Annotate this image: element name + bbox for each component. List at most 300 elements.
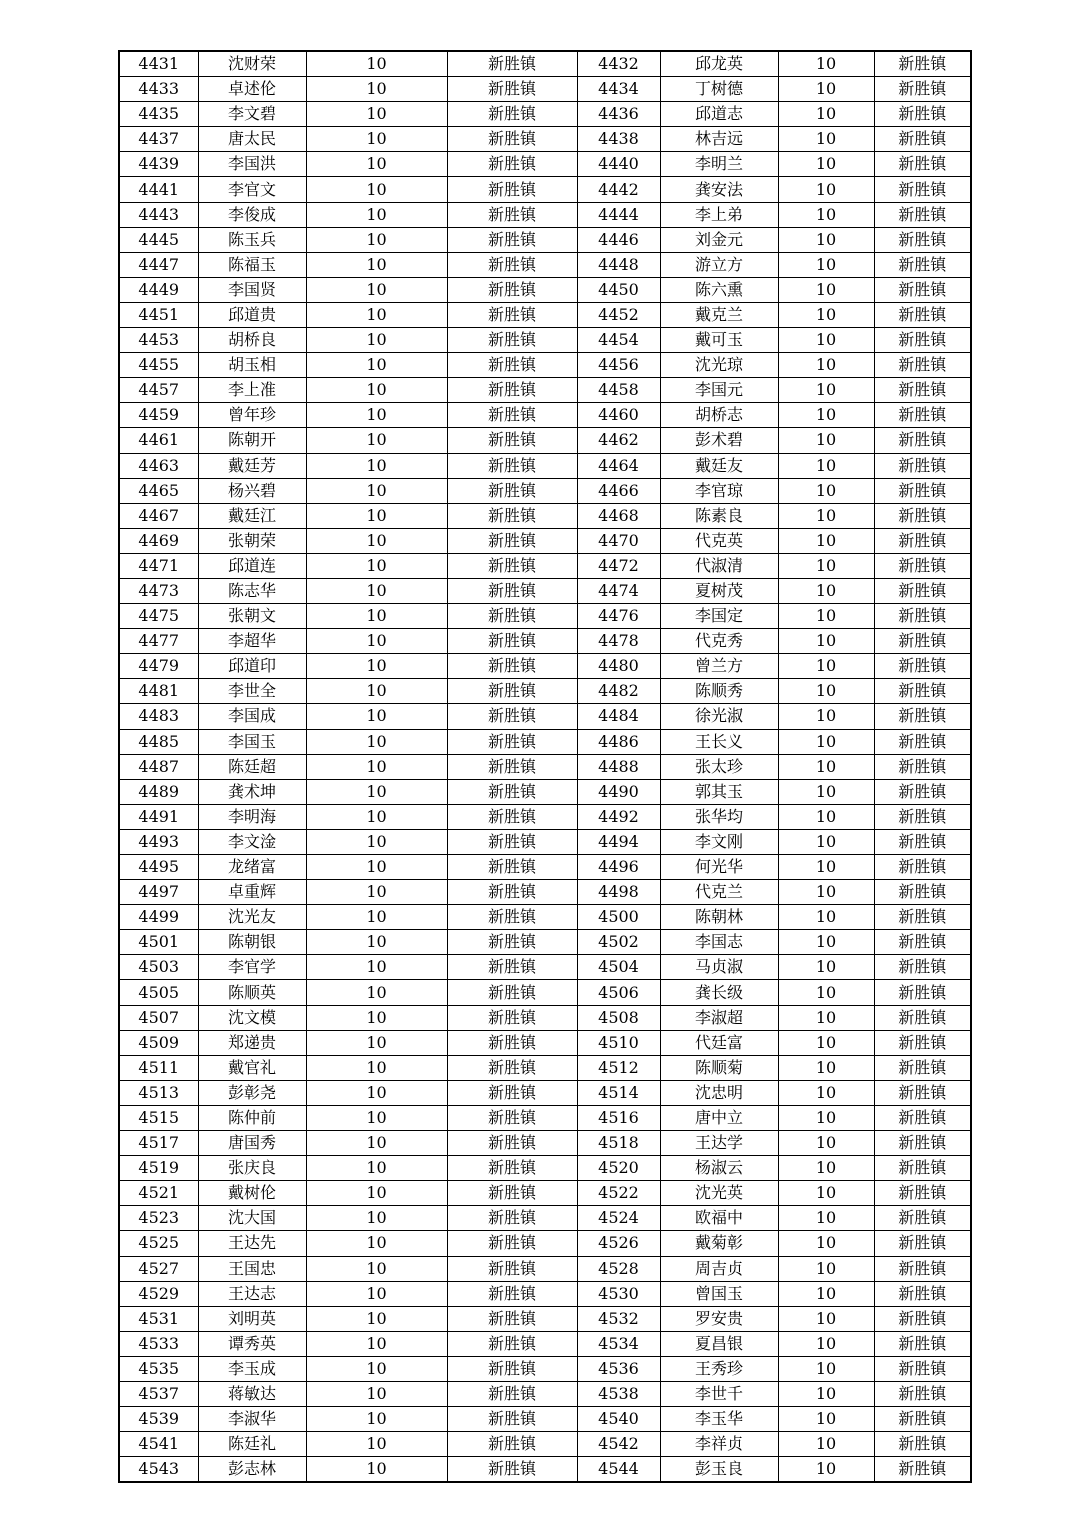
person-name-cell: 王秀珍: [660, 1356, 778, 1381]
record-number-cell: 4476: [577, 604, 660, 629]
amount-cell: 10: [778, 202, 874, 227]
person-name-cell: 陈素良: [660, 503, 778, 528]
table-row: [119, 1005, 971, 1030]
town-cell: 新胜镇: [874, 378, 971, 403]
table-row: [119, 905, 971, 930]
amount-cell: 10: [306, 1306, 447, 1331]
record-number-cell: 4499: [119, 905, 198, 930]
person-name-cell: 戴克兰: [660, 302, 778, 327]
person-name-cell: 陈朝银: [198, 930, 306, 955]
record-number-cell: 4468: [577, 503, 660, 528]
town-cell: 新胜镇: [447, 77, 577, 102]
town-cell: 新胜镇: [874, 1156, 971, 1181]
person-name-cell: 李官琼: [660, 478, 778, 503]
record-number-cell: 4511: [119, 1055, 198, 1080]
record-number-cell: 4503: [119, 955, 198, 980]
person-name-cell: 陈朝开: [198, 428, 306, 453]
amount-cell: 10: [778, 1055, 874, 1080]
person-name-cell: 李官文: [198, 177, 306, 202]
amount-cell: 10: [306, 428, 447, 453]
amount-cell: 10: [778, 328, 874, 353]
amount-cell: 10: [778, 528, 874, 553]
amount-cell: 10: [306, 277, 447, 302]
town-cell: 新胜镇: [874, 403, 971, 428]
amount-cell: 10: [778, 177, 874, 202]
amount-cell: 10: [306, 578, 447, 603]
town-cell: 新胜镇: [874, 302, 971, 327]
record-number-cell: 4515: [119, 1105, 198, 1130]
person-name-cell: 徐光淑: [660, 704, 778, 729]
amount-cell: 10: [306, 177, 447, 202]
record-number-cell: 4505: [119, 980, 198, 1005]
table-row: [119, 578, 971, 603]
amount-cell: 10: [778, 51, 874, 77]
town-cell: 新胜镇: [447, 855, 577, 880]
person-name-cell: 谭秀英: [198, 1331, 306, 1356]
town-cell: 新胜镇: [447, 779, 577, 804]
town-cell: 新胜镇: [447, 1156, 577, 1181]
record-number-cell: 4498: [577, 880, 660, 905]
amount-cell: 10: [778, 1331, 874, 1356]
amount-cell: 10: [306, 1356, 447, 1381]
person-name-cell: 李国定: [660, 604, 778, 629]
person-name-cell: 陈福玉: [198, 252, 306, 277]
table-row: [119, 1231, 971, 1256]
person-name-cell: 陈廷礼: [198, 1432, 306, 1457]
amount-cell: 10: [778, 1281, 874, 1306]
amount-cell: 10: [306, 1407, 447, 1432]
amount-cell: 10: [778, 553, 874, 578]
town-cell: 新胜镇: [447, 1080, 577, 1105]
amount-cell: 10: [778, 1306, 874, 1331]
town-cell: 新胜镇: [874, 629, 971, 654]
town-cell: 新胜镇: [874, 779, 971, 804]
record-number-cell: 4516: [577, 1105, 660, 1130]
amount-cell: 10: [306, 1281, 447, 1306]
person-name-cell: 代克兰: [660, 880, 778, 905]
person-name-cell: 蒋敏达: [198, 1381, 306, 1406]
amount-cell: 10: [306, 829, 447, 854]
person-name-cell: 戴可玉: [660, 328, 778, 353]
record-number-cell: 4439: [119, 152, 198, 177]
record-number-cell: 4441: [119, 177, 198, 202]
town-cell: 新胜镇: [874, 102, 971, 127]
record-number-cell: 4508: [577, 1005, 660, 1030]
amount-cell: 10: [778, 77, 874, 102]
town-cell: 新胜镇: [874, 277, 971, 302]
person-name-cell: 龚长级: [660, 980, 778, 1005]
town-cell: 新胜镇: [874, 1080, 971, 1105]
record-number-cell: 4442: [577, 177, 660, 202]
town-cell: 新胜镇: [874, 754, 971, 779]
roster-table: [118, 50, 972, 1483]
record-number-cell: 4452: [577, 302, 660, 327]
amount-cell: 10: [778, 980, 874, 1005]
record-number-cell: 4457: [119, 378, 198, 403]
town-cell: 新胜镇: [447, 353, 577, 378]
town-cell: 新胜镇: [874, 704, 971, 729]
town-cell: 新胜镇: [447, 1407, 577, 1432]
amount-cell: 10: [778, 1457, 874, 1483]
town-cell: 新胜镇: [447, 302, 577, 327]
town-cell: 新胜镇: [447, 1206, 577, 1231]
town-cell: 新胜镇: [874, 654, 971, 679]
person-name-cell: 张朝文: [198, 604, 306, 629]
record-number-cell: 4487: [119, 754, 198, 779]
amount-cell: 10: [306, 930, 447, 955]
person-name-cell: 王达志: [198, 1281, 306, 1306]
amount-cell: 10: [306, 1331, 447, 1356]
person-name-cell: 李文碧: [198, 102, 306, 127]
person-name-cell: 王达先: [198, 1231, 306, 1256]
town-cell: 新胜镇: [447, 1231, 577, 1256]
table-row: [119, 1030, 971, 1055]
person-name-cell: 戴廷芳: [198, 453, 306, 478]
person-name-cell: 曾国玉: [660, 1281, 778, 1306]
person-name-cell: 李明兰: [660, 152, 778, 177]
record-number-cell: 4460: [577, 403, 660, 428]
person-name-cell: 陈志华: [198, 578, 306, 603]
town-cell: 新胜镇: [874, 77, 971, 102]
person-name-cell: 胡桥志: [660, 403, 778, 428]
person-name-cell: 曾年珍: [198, 403, 306, 428]
table-row: [119, 503, 971, 528]
amount-cell: 10: [778, 629, 874, 654]
town-cell: 新胜镇: [447, 829, 577, 854]
person-name-cell: 卓述伦: [198, 77, 306, 102]
person-name-cell: 戴廷江: [198, 503, 306, 528]
town-cell: 新胜镇: [447, 378, 577, 403]
person-name-cell: 戴廷友: [660, 453, 778, 478]
person-name-cell: 周吉贞: [660, 1256, 778, 1281]
amount-cell: 10: [778, 679, 874, 704]
record-number-cell: 4453: [119, 328, 198, 353]
town-cell: 新胜镇: [447, 528, 577, 553]
person-name-cell: 李明海: [198, 804, 306, 829]
amount-cell: 10: [306, 478, 447, 503]
record-number-cell: 4465: [119, 478, 198, 503]
town-cell: 新胜镇: [874, 855, 971, 880]
table-row: [119, 202, 971, 227]
town-cell: 新胜镇: [447, 1055, 577, 1080]
town-cell: 新胜镇: [447, 1005, 577, 1030]
town-cell: 新胜镇: [874, 1030, 971, 1055]
record-number-cell: 4517: [119, 1131, 198, 1156]
record-number-cell: 4471: [119, 553, 198, 578]
amount-cell: 10: [778, 1005, 874, 1030]
town-cell: 新胜镇: [447, 553, 577, 578]
amount-cell: 10: [306, 453, 447, 478]
person-name-cell: 代淑清: [660, 553, 778, 578]
record-number-cell: 4502: [577, 930, 660, 955]
amount-cell: 10: [306, 629, 447, 654]
amount-cell: 10: [778, 378, 874, 403]
person-name-cell: 刘金元: [660, 227, 778, 252]
table-row: [119, 227, 971, 252]
amount-cell: 10: [306, 980, 447, 1005]
amount-cell: 10: [778, 829, 874, 854]
person-name-cell: 杨淑云: [660, 1156, 778, 1181]
amount-cell: 10: [306, 403, 447, 428]
person-name-cell: 李国玉: [198, 729, 306, 754]
record-number-cell: 4446: [577, 227, 660, 252]
record-number-cell: 4444: [577, 202, 660, 227]
person-name-cell: 李淑华: [198, 1407, 306, 1432]
record-number-cell: 4431: [119, 51, 198, 77]
person-name-cell: 沈文模: [198, 1005, 306, 1030]
amount-cell: 10: [306, 378, 447, 403]
table-row: [119, 1206, 971, 1231]
record-number-cell: 4500: [577, 905, 660, 930]
amount-cell: 10: [306, 704, 447, 729]
table-row: [119, 704, 971, 729]
record-number-cell: 4459: [119, 403, 198, 428]
town-cell: 新胜镇: [447, 252, 577, 277]
record-number-cell: 4477: [119, 629, 198, 654]
record-number-cell: 4437: [119, 127, 198, 152]
person-name-cell: 李祥贞: [660, 1432, 778, 1457]
town-cell: 新胜镇: [447, 127, 577, 152]
town-cell: 新胜镇: [447, 1105, 577, 1130]
table-row: [119, 1306, 971, 1331]
record-number-cell: 4469: [119, 528, 198, 553]
person-name-cell: 沈忠明: [660, 1080, 778, 1105]
amount-cell: 10: [306, 1231, 447, 1256]
record-number-cell: 4443: [119, 202, 198, 227]
record-number-cell: 4438: [577, 127, 660, 152]
amount-cell: 10: [778, 1256, 874, 1281]
record-number-cell: 4481: [119, 679, 198, 704]
town-cell: 新胜镇: [874, 478, 971, 503]
amount-cell: 10: [306, 328, 447, 353]
person-name-cell: 胡玉相: [198, 353, 306, 378]
record-number-cell: 4507: [119, 1005, 198, 1030]
table-row: [119, 980, 971, 1005]
table-row: [119, 729, 971, 754]
record-number-cell: 4470: [577, 528, 660, 553]
town-cell: 新胜镇: [447, 51, 577, 77]
amount-cell: 10: [306, 252, 447, 277]
record-number-cell: 4504: [577, 955, 660, 980]
amount-cell: 10: [306, 729, 447, 754]
amount-cell: 10: [306, 127, 447, 152]
town-cell: 新胜镇: [447, 804, 577, 829]
person-name-cell: 代廷富: [660, 1030, 778, 1055]
town-cell: 新胜镇: [447, 955, 577, 980]
record-number-cell: 4521: [119, 1181, 198, 1206]
person-name-cell: 陈玉兵: [198, 227, 306, 252]
table-row: [119, 1105, 971, 1130]
person-name-cell: 李文淦: [198, 829, 306, 854]
amount-cell: 10: [778, 578, 874, 603]
record-number-cell: 4534: [577, 1331, 660, 1356]
amount-cell: 10: [306, 77, 447, 102]
town-cell: 新胜镇: [874, 1131, 971, 1156]
town-cell: 新胜镇: [874, 955, 971, 980]
town-cell: 新胜镇: [447, 704, 577, 729]
person-name-cell: 游立方: [660, 252, 778, 277]
amount-cell: 10: [306, 1206, 447, 1231]
record-number-cell: 4482: [577, 679, 660, 704]
record-number-cell: 4533: [119, 1331, 198, 1356]
table-row: [119, 1156, 971, 1181]
amount-cell: 10: [778, 1407, 874, 1432]
person-name-cell: 李玉成: [198, 1356, 306, 1381]
town-cell: 新胜镇: [874, 202, 971, 227]
table-row: [119, 252, 971, 277]
record-number-cell: 4525: [119, 1231, 198, 1256]
record-number-cell: 4455: [119, 353, 198, 378]
amount-cell: 10: [778, 227, 874, 252]
person-name-cell: 邱道印: [198, 654, 306, 679]
town-cell: 新胜镇: [874, 604, 971, 629]
amount-cell: 10: [306, 779, 447, 804]
amount-cell: 10: [778, 428, 874, 453]
town-cell: 新胜镇: [447, 880, 577, 905]
person-name-cell: 李国元: [660, 378, 778, 403]
town-cell: 新胜镇: [447, 1381, 577, 1406]
record-number-cell: 4445: [119, 227, 198, 252]
record-number-cell: 4540: [577, 1407, 660, 1432]
town-cell: 新胜镇: [874, 553, 971, 578]
person-name-cell: 曾兰方: [660, 654, 778, 679]
record-number-cell: 4462: [577, 428, 660, 453]
record-number-cell: 4478: [577, 629, 660, 654]
table-row: [119, 277, 971, 302]
record-number-cell: 4493: [119, 829, 198, 854]
table-row: [119, 1080, 971, 1105]
person-name-cell: 夏树茂: [660, 578, 778, 603]
record-number-cell: 4536: [577, 1356, 660, 1381]
table-row: [119, 378, 971, 403]
amount-cell: 10: [306, 804, 447, 829]
town-cell: 新胜镇: [447, 227, 577, 252]
person-name-cell: 戴菊彰: [660, 1231, 778, 1256]
person-name-cell: 彭玉良: [660, 1457, 778, 1483]
town-cell: 新胜镇: [874, 1457, 971, 1483]
table-row: [119, 855, 971, 880]
town-cell: 新胜镇: [874, 1256, 971, 1281]
amount-cell: 10: [778, 277, 874, 302]
record-number-cell: 4463: [119, 453, 198, 478]
person-name-cell: 代克英: [660, 528, 778, 553]
amount-cell: 10: [778, 1030, 874, 1055]
town-cell: 新胜镇: [874, 1356, 971, 1381]
record-number-cell: 4475: [119, 604, 198, 629]
amount-cell: 10: [778, 955, 874, 980]
person-name-cell: 李上弟: [660, 202, 778, 227]
person-name-cell: 李淑超: [660, 1005, 778, 1030]
record-number-cell: 4530: [577, 1281, 660, 1306]
table-row: [119, 478, 971, 503]
amount-cell: 10: [778, 804, 874, 829]
amount-cell: 10: [306, 654, 447, 679]
record-number-cell: 4495: [119, 855, 198, 880]
town-cell: 新胜镇: [447, 1432, 577, 1457]
record-number-cell: 4518: [577, 1131, 660, 1156]
amount-cell: 10: [306, 679, 447, 704]
town-cell: 新胜镇: [874, 1432, 971, 1457]
record-number-cell: 4496: [577, 855, 660, 880]
person-name-cell: 邱道志: [660, 102, 778, 127]
amount-cell: 10: [778, 503, 874, 528]
town-cell: 新胜镇: [874, 1105, 971, 1130]
town-cell: 新胜镇: [874, 227, 971, 252]
town-cell: 新胜镇: [447, 277, 577, 302]
town-cell: 新胜镇: [874, 578, 971, 603]
amount-cell: 10: [306, 102, 447, 127]
person-name-cell: 沈光英: [660, 1181, 778, 1206]
table-row: [119, 1457, 971, 1483]
record-number-cell: 4531: [119, 1306, 198, 1331]
person-name-cell: 戴官礼: [198, 1055, 306, 1080]
town-cell: 新胜镇: [874, 980, 971, 1005]
person-name-cell: 戴树伦: [198, 1181, 306, 1206]
amount-cell: 10: [778, 1206, 874, 1231]
town-cell: 新胜镇: [447, 1331, 577, 1356]
table-row: [119, 604, 971, 629]
record-number-cell: 4522: [577, 1181, 660, 1206]
record-number-cell: 4480: [577, 654, 660, 679]
person-name-cell: 林吉远: [660, 127, 778, 152]
amount-cell: 10: [306, 302, 447, 327]
amount-cell: 10: [778, 403, 874, 428]
person-name-cell: 彭志林: [198, 1457, 306, 1483]
town-cell: 新胜镇: [874, 880, 971, 905]
table-row: [119, 1407, 971, 1432]
town-cell: 新胜镇: [874, 729, 971, 754]
record-number-cell: 4449: [119, 277, 198, 302]
record-number-cell: 4539: [119, 1407, 198, 1432]
town-cell: 新胜镇: [874, 51, 971, 77]
table-row: [119, 955, 971, 980]
town-cell: 新胜镇: [447, 679, 577, 704]
record-number-cell: 4488: [577, 754, 660, 779]
town-cell: 新胜镇: [874, 152, 971, 177]
town-cell: 新胜镇: [447, 1181, 577, 1206]
table-row: [119, 930, 971, 955]
town-cell: 新胜镇: [874, 1206, 971, 1231]
table-row: [119, 51, 971, 77]
town-cell: 新胜镇: [447, 1131, 577, 1156]
amount-cell: 10: [306, 1381, 447, 1406]
town-cell: 新胜镇: [874, 252, 971, 277]
person-name-cell: 刘明英: [198, 1306, 306, 1331]
person-name-cell: 龙绪富: [198, 855, 306, 880]
record-number-cell: 4542: [577, 1432, 660, 1457]
amount-cell: 10: [778, 754, 874, 779]
person-name-cell: 沈光琼: [660, 353, 778, 378]
town-cell: 新胜镇: [447, 1457, 577, 1483]
person-name-cell: 丁树德: [660, 77, 778, 102]
record-number-cell: 4494: [577, 829, 660, 854]
town-cell: 新胜镇: [874, 428, 971, 453]
amount-cell: 10: [778, 779, 874, 804]
amount-cell: 10: [778, 302, 874, 327]
amount-cell: 10: [306, 754, 447, 779]
town-cell: 新胜镇: [447, 905, 577, 930]
town-cell: 新胜镇: [874, 528, 971, 553]
amount-cell: 10: [306, 880, 447, 905]
town-cell: 新胜镇: [874, 1055, 971, 1080]
table-row: [119, 1432, 971, 1457]
record-number-cell: 4512: [577, 1055, 660, 1080]
record-number-cell: 4510: [577, 1030, 660, 1055]
amount-cell: 10: [306, 528, 447, 553]
person-name-cell: 陈六熏: [660, 277, 778, 302]
record-number-cell: 4458: [577, 378, 660, 403]
record-number-cell: 4520: [577, 1156, 660, 1181]
